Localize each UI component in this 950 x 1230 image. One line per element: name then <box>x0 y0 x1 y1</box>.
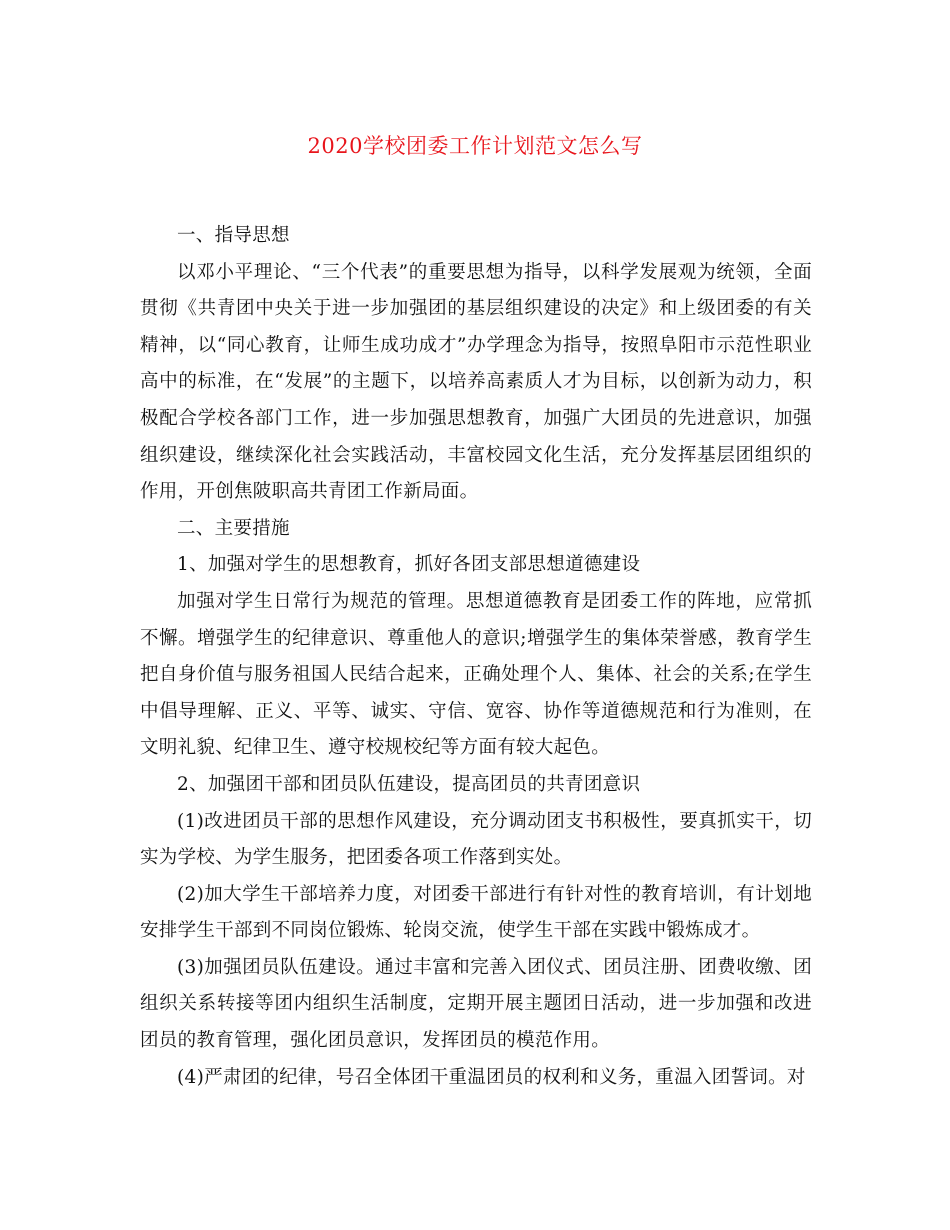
paragraph-item-3: (3)加强团员队伍建设。通过丰富和完善入团仪式、团员注册、团费收缴、团组织关系转接等团内组织生活制度，定期开展主题团日活动，进一步加强和改进团员的教育管理，强化团员意识，发挥团员的模范作用。 <box>140 956 812 1052</box>
section-heading-main-measures: 二、主要措施 <box>177 517 290 539</box>
paragraph-ideological-education: 加强对学生日常行为规范的管理。思想道德教育是团委工作的阵地，应常抓不懈。增强学生的纪律意识、尊重他人的意识;增强学生的集体荣誉感，教育学生把自身价值与服务祖国人民结合起来，正确处理个人、集体、社会的关系;在学生中倡导理解、正义、平等、诚实、守信、宽容、协作等道德规范和行为准则，在文明礼貌、纪律卫生、遵守校规校纪等方面有较大起色。 <box>140 590 812 759</box>
document-title: 2020学校团委工作计划范文怎么写 <box>307 134 643 158</box>
paragraph-item-4: (4)严肃团的纪律，号召全体团干重温团员的权利和义务，重温入团誓词。对 <box>177 1066 806 1088</box>
document-body <box>140 218 812 1096</box>
paragraph-item-2: (2)加大学生干部培养力度，对团委干部进行有针对性的教育培训，有计划地安排学生干部到不同岗位锻炼、轮岗交流，使学生干部在实践中锻炼成才。 <box>140 883 812 942</box>
subheading-ideological-education: 1、加强对学生的思想教育，抓好各团支部思想道德建设 <box>177 554 641 576</box>
paragraph-item-1: (1)改进团员干部的思想作风建设，充分调动团支书积极性，要真抓实干，切实为学校、为学生服务，把团委各项工作落到实处。 <box>140 810 812 869</box>
section-heading-guiding-ideology: 一、指导思想 <box>177 225 290 246</box>
subheading-team-building: 2、加强团干部和团员队伍建设，提高团员的共青团意识 <box>177 773 641 795</box>
paragraph-guiding-ideology: 以邓小平理论、“三个代表”的重要思想为指导，以科学发展观为统领，全面贯彻《共青团中央关于进一步加强团的基层组织建设的决定》和上级团委的有关精神，以“同心教育，让师生成功成才”办学理念为指导，按照阜阳市示范性职业高中的标准，在“发展”的主题下，以培养高素质人才为目标，以创新为动力，积极配合学校各部门工作，进一步加强思想教育，加强广大团员的先进意识，加强组织建设，继续深化社会实践活动，丰富校园文化生活，充分发挥基层团组织的作用，开创焦陂职高共青团工作新局面。 <box>140 261 812 503</box>
